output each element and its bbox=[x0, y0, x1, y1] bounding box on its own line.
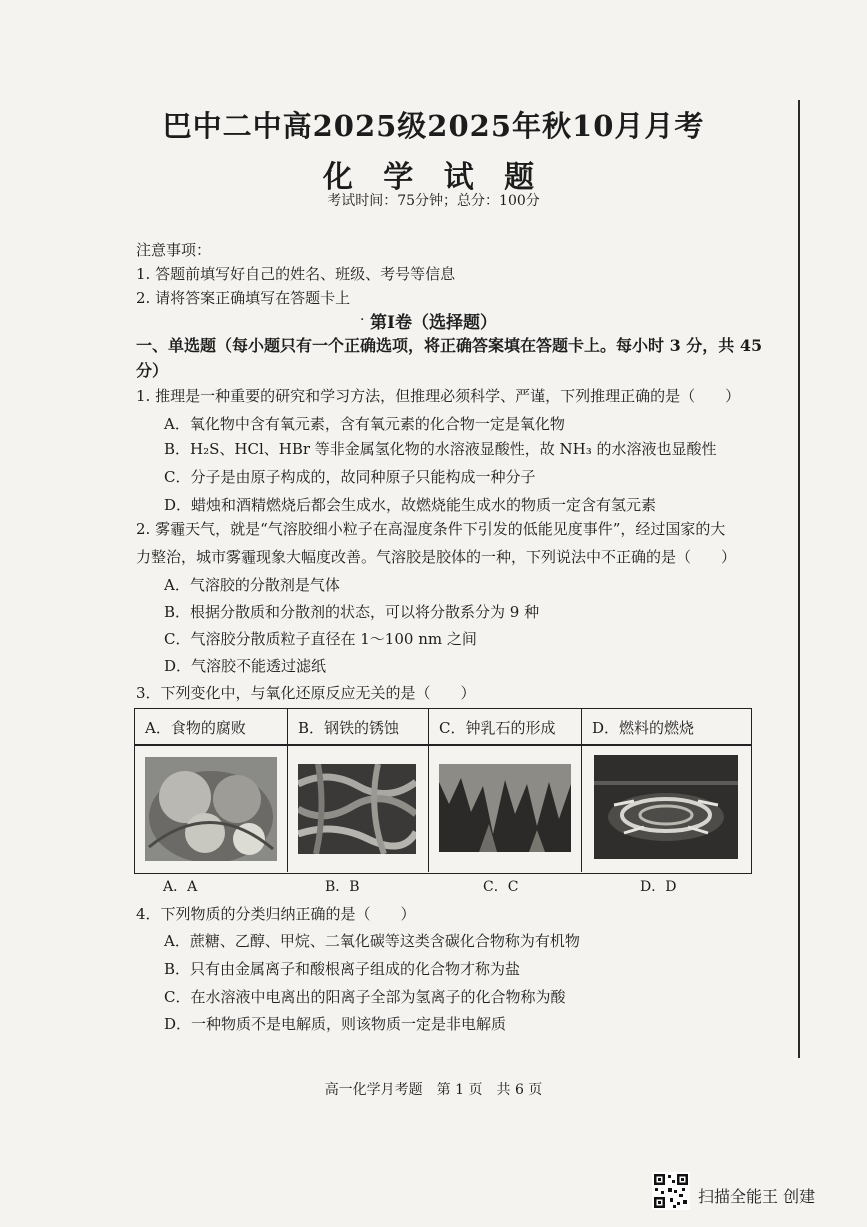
stalactite-cave-photo bbox=[439, 764, 571, 852]
q3-cell-b-label: B．钢铁的锈蚀 bbox=[298, 719, 400, 737]
q1-option-b: B．H₂S、HCl、HBr 等非金属氢化物的水溶液显酸性，故 NH₃ 的水溶液也显酸性 bbox=[164, 440, 717, 458]
scanner-watermark: 扫描全能王 创建 bbox=[698, 1187, 816, 1206]
q1-option-d: D．蜡烛和酒精燃烧后都会生成水，故燃烧能生成水的物质一定含有氢元素 bbox=[164, 496, 657, 514]
q3-cell-c bbox=[429, 709, 582, 872]
q4-option-c: C．在水溶液中电离出的阳离子全部为氢离子的化合物称为酸 bbox=[164, 988, 566, 1006]
q3-cell-a bbox=[135, 709, 288, 872]
page-footer: 高一化学月考题 第 1 页 共 6 页 bbox=[324, 1082, 543, 1098]
q3-caption-b: B．B bbox=[325, 879, 360, 895]
q2-option-d: D．气溶胶不能透过滤纸 bbox=[164, 657, 327, 675]
q4-option-a: A．蔗糖、乙醇、甲烷、二氧化碳等这类含碳化合物称为有机物 bbox=[164, 932, 580, 950]
q1-option-a: A．氧化物中含有氧元素，含有氧元素的化合物一定是氧化物 bbox=[164, 415, 565, 433]
note-item-1: 1. 答题前填写好自己的姓名、班级、考号等信息 bbox=[136, 265, 456, 283]
q3-cell-b bbox=[288, 709, 429, 872]
qr-code-icon bbox=[652, 1172, 690, 1210]
q1-option-c: C．分子是由原子构成的，故同种原子只能构成一种分子 bbox=[164, 468, 536, 486]
q3-cell-a-label: A．食物的腐败 bbox=[145, 719, 246, 737]
rusted-chains-photo bbox=[298, 764, 416, 854]
q4-stem: 4．下列物质的分类归纳正确的是（ ） bbox=[136, 905, 416, 923]
rotting-food-photo bbox=[145, 757, 277, 861]
q3-stem: 3．下列变化中，与氧化还原反应无关的是（ ） bbox=[136, 684, 476, 702]
q3-cell-d-label: D．燃料的燃烧 bbox=[592, 719, 695, 737]
q3-caption-a: A．A bbox=[163, 879, 198, 895]
subject-title: 化 学 试 题 bbox=[322, 160, 545, 195]
q4-option-d: D．一种物质不是电解质，则该物质一定是非电解质 bbox=[164, 1015, 507, 1033]
part1-heading-line2: 分） bbox=[136, 361, 169, 380]
q4-option-b: B．只有由金属离子和酸根离子组成的化合物才称为盐 bbox=[164, 960, 521, 978]
q2-stem-line2: 力整治，城市雾霾现象大幅度改善。气溶胶是胶体的一种，下列说法中不正确的是（ ） bbox=[136, 548, 737, 566]
q2-option-c: C．气溶胶分散质粒子直径在 1～100 nm 之间 bbox=[164, 630, 477, 648]
section-title: 第Ⅰ卷（选择题） bbox=[370, 313, 497, 333]
q3-caption-d: D．D bbox=[640, 879, 677, 895]
q3-cell-d bbox=[582, 709, 750, 872]
exam-title: 巴中二中高2025级2025年秋10月月考 bbox=[162, 109, 705, 143]
notes-heading: 注意事项： bbox=[136, 241, 212, 259]
q3-caption-c: C．C bbox=[483, 879, 519, 895]
gas-burner-flame-photo bbox=[594, 755, 738, 859]
note-item-2: 2. 请将答案正确填写在答题卡上 bbox=[136, 289, 351, 307]
bullet-dot: · bbox=[360, 312, 365, 328]
part1-heading-line1: 一、单选题（每小题只有一个正确选项，将正确答案填在答题卡上。每小时 3 分，共 45 bbox=[136, 336, 763, 355]
q2-option-a: A．气溶胶的分散剂是气体 bbox=[164, 576, 340, 594]
q3-image-table bbox=[134, 708, 752, 874]
q2-option-b: B．根据分散质和分散剂的状态，可以将分散系分为 9 种 bbox=[164, 603, 540, 621]
exam-info: 考试时间：75分钟；总分：100分 bbox=[327, 193, 540, 209]
q3-cell-c-label: C．钟乳石的形成 bbox=[439, 719, 556, 737]
q2-stem-line1: 2. 雾霾天气，就是“气溶胶细小粒子在高湿度条件下引发的低能见度事件”，经过国家的大 bbox=[136, 520, 726, 538]
margin-rule bbox=[798, 100, 800, 1058]
q1-stem: 1. 推理是一种重要的研究和学习方法，但推理必须科学、严谨，下列推理正确的是（ ） bbox=[136, 387, 741, 405]
